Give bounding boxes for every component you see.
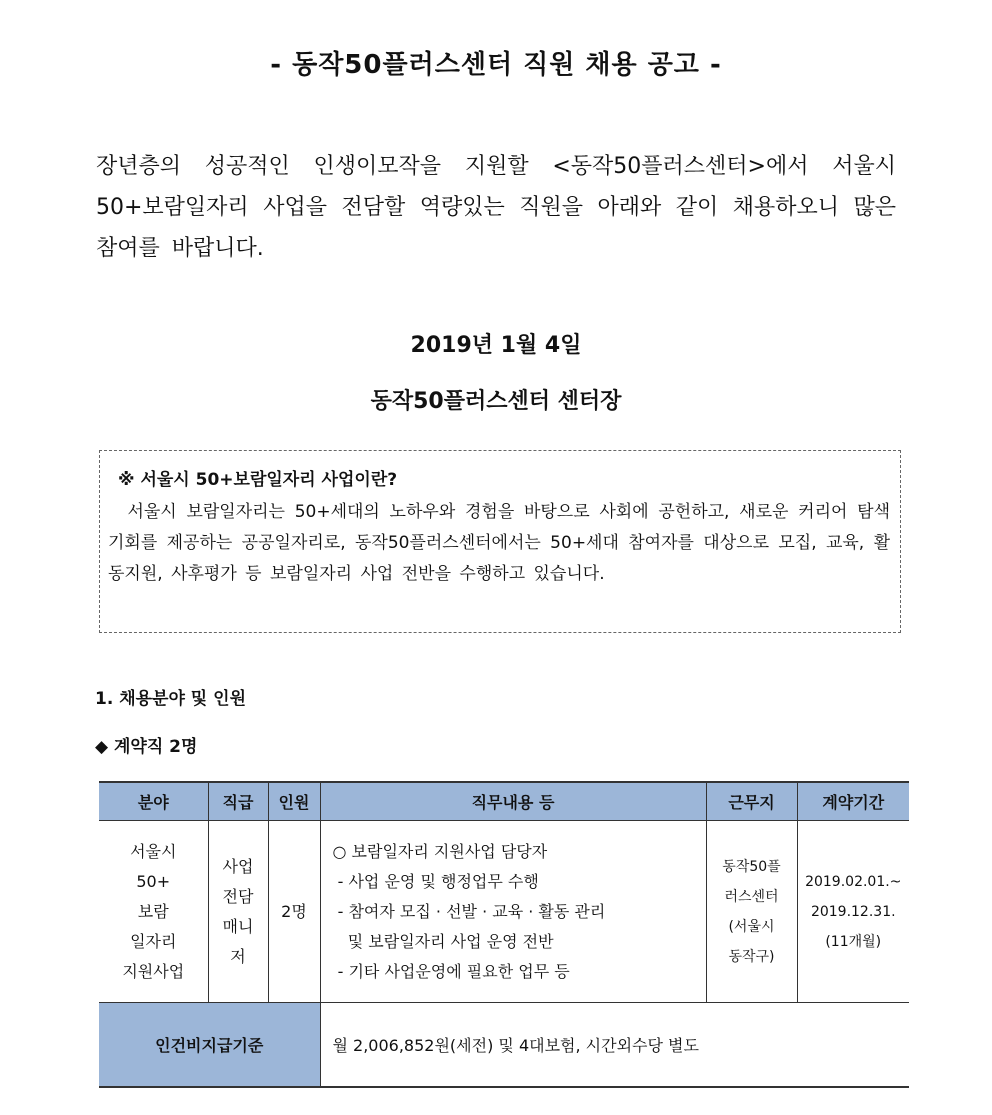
recruitment-table bbox=[99, 781, 909, 1088]
rank-line: 전담 bbox=[222, 886, 254, 906]
workplace-line: 동작구) bbox=[728, 948, 775, 965]
note-body-text: 서울시 보람일자리는 50+세대의 노하우와 경험을 바탕으로 사회에 공헌하고, 새로운 커리어 탐색기회를 제공하는 공공일자리로, 동작50플러스센터에서는 50+세대 참여자를 대상으로 모집, 교육, 활동지원, 사후평가 등 보람일자리 사업 전반을 수행하고 있습니다. bbox=[108, 502, 890, 584]
table-header: 계약기간 bbox=[797, 782, 909, 821]
duty-line: 및 보람일자리 사업 운영 전반 bbox=[332, 931, 554, 951]
notice-date: 2019년 1월 4일 bbox=[410, 333, 582, 358]
intro-paragraph: 장년층의 성공적인 인생이모작을 지원할 <동작50플러스센터>에서 서울시 50+보람일자리 사업을 전담할 역량있는 직원을 아래와 같이 채용하오니 많은 참여를 바랍니다. bbox=[96, 154, 896, 261]
duty-line: - 기타 사업운영에 필요한 업무 등 bbox=[332, 961, 570, 981]
rank-line: 저 bbox=[230, 946, 246, 966]
table-header: 직무내용 등 bbox=[320, 782, 706, 821]
period-line: 2019.02.01.~ bbox=[805, 873, 902, 890]
field-line: 서울시 bbox=[130, 841, 177, 861]
notice-title: - 동작50플러스센터 직원 채용 공고 - bbox=[270, 50, 722, 80]
period-cell bbox=[797, 821, 909, 1003]
workplace-cell bbox=[706, 821, 797, 1003]
pay-value: 월 2,006,852원(세전) 및 4대보험, 시간외수당 별도 bbox=[320, 1003, 909, 1088]
period-line: (11개월) bbox=[825, 933, 882, 950]
field-line: 일자리 bbox=[130, 931, 177, 951]
pay-row bbox=[99, 1003, 909, 1088]
rank-line: 사업 bbox=[222, 856, 254, 876]
workplace-line: 러스센터 bbox=[724, 888, 779, 905]
program-note-box bbox=[99, 450, 901, 633]
pay-label: 인건비지급기준 bbox=[99, 1003, 320, 1088]
table-header: 인원 bbox=[268, 782, 320, 821]
note-body bbox=[108, 497, 890, 590]
field-cell bbox=[99, 821, 208, 1003]
table-header: 직급 bbox=[208, 782, 268, 821]
rank-line: 매니 bbox=[222, 916, 254, 936]
field-line: 보람 bbox=[137, 901, 169, 921]
section-heading: 1. 채용분야 및 인원 bbox=[95, 689, 246, 709]
duty-line: - 사업 운영 및 행정업무 수행 bbox=[332, 871, 539, 891]
table-header-row bbox=[99, 782, 909, 821]
subsection-heading: ◆ 계약직 2명 bbox=[95, 737, 198, 757]
workplace-line: 동작50플 bbox=[722, 858, 781, 875]
field-line: 지원사업 bbox=[122, 961, 185, 981]
field-line: 50+ bbox=[136, 871, 171, 891]
workplace-line: (서울시 bbox=[728, 918, 775, 935]
duty-line: ○ 보람일자리 지원사업 담당자 bbox=[332, 841, 548, 861]
duties-cell bbox=[320, 821, 706, 1003]
note-title: ※ 서울시 50+보람일자리 사업이란? bbox=[118, 470, 398, 490]
duty-line: - 참여자 모집 · 선발 · 교육 · 활동 관리 bbox=[332, 901, 606, 921]
table-header: 근무지 bbox=[706, 782, 797, 821]
table-row bbox=[99, 821, 909, 1003]
rank-cell bbox=[208, 821, 268, 1003]
notice-signer: 동작50플러스센터 센터장 bbox=[370, 389, 622, 414]
headcount-cell: 2명 bbox=[268, 821, 320, 1003]
table-header: 분야 bbox=[99, 782, 208, 821]
period-line: 2019.12.31. bbox=[810, 903, 896, 920]
